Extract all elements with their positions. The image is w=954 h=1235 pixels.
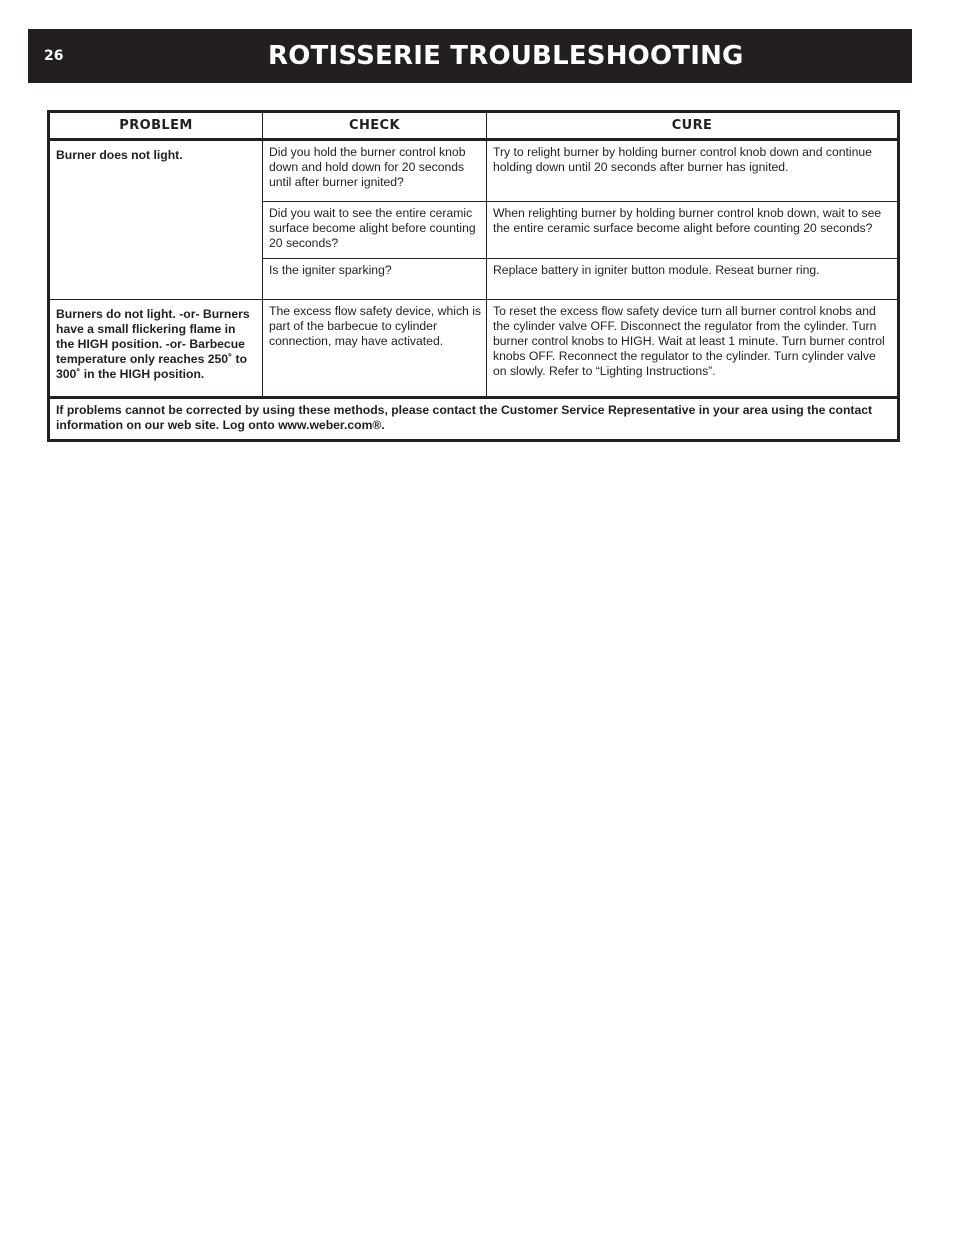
column-header-check: CHECK	[263, 112, 487, 140]
page-number: 26	[44, 48, 64, 64]
problem-cell	[49, 140, 263, 300]
cure-text: Replace battery in igniter button module. Reseat burner ring.	[493, 262, 820, 277]
footer-cell	[49, 397, 899, 440]
check-cell	[263, 140, 487, 202]
table-footer-row	[49, 397, 899, 440]
problem-text: Burner does not light.	[56, 148, 183, 162]
check-cell	[263, 258, 487, 299]
problem-cell	[49, 299, 263, 397]
check-cell	[263, 202, 487, 259]
footer-note: If problems cannot be corrected by using these methods, please contact the Customer Service Representative in your area using the contact information on our web site. Log onto www.weber.com®.	[56, 402, 873, 432]
troubleshooting-table	[47, 110, 900, 442]
table-row	[49, 140, 899, 202]
cure-text: When relighting burner by holding burner control knob down, wait to see the entire ceramic surface become alight before counting 20 seconds?	[493, 206, 882, 236]
check-cell	[263, 299, 487, 397]
table-row	[49, 299, 899, 397]
cure-cell	[487, 258, 899, 299]
cure-cell	[487, 202, 899, 259]
table-header-row	[49, 112, 899, 140]
page-title: ROTISSERIE TROUBLESHOOTING	[268, 41, 744, 71]
cure-cell	[487, 299, 899, 397]
column-header-problem: PROBLEM	[49, 112, 263, 140]
check-text: The excess flow safety device, which is part of the barbecue to cylinder connection, may have activated.	[269, 303, 482, 349]
check-text: Did you hold the burner control knob down and hold down for 20 seconds until after burner ignited?	[269, 145, 466, 190]
cure-cell	[487, 140, 899, 202]
column-header-cure: CURE	[487, 112, 899, 140]
cure-text: Try to relight burner by holding burner control knob down and continue holding down until 20 seconds after burner has ignited.	[493, 145, 872, 175]
problem-text: Burners do not light. -or- Burners have a small flickering flame in the HIGH position. -or- Barbecue temperature only reaches 250˚ to 300˚ in the HIGH position.	[56, 306, 250, 382]
page-header	[28, 29, 912, 83]
check-text: Did you wait to see the entire ceramic surface become alight before counting 20 seconds?	[269, 206, 476, 251]
check-text: Is the igniter sparking?	[269, 262, 392, 277]
cure-text: To reset the excess flow safety device turn all burner control knobs and the cylinder valve OFF. Disconnect the regulator from the cylinder. Turn burner control knobs to HIGH. Wait at least 1 minute. Turn burner control knobs OFF. Reconnect the regulator to the cylinder. Turn cylinder valve on slowly. Refer to “Lighting Instructions”.	[493, 303, 885, 379]
